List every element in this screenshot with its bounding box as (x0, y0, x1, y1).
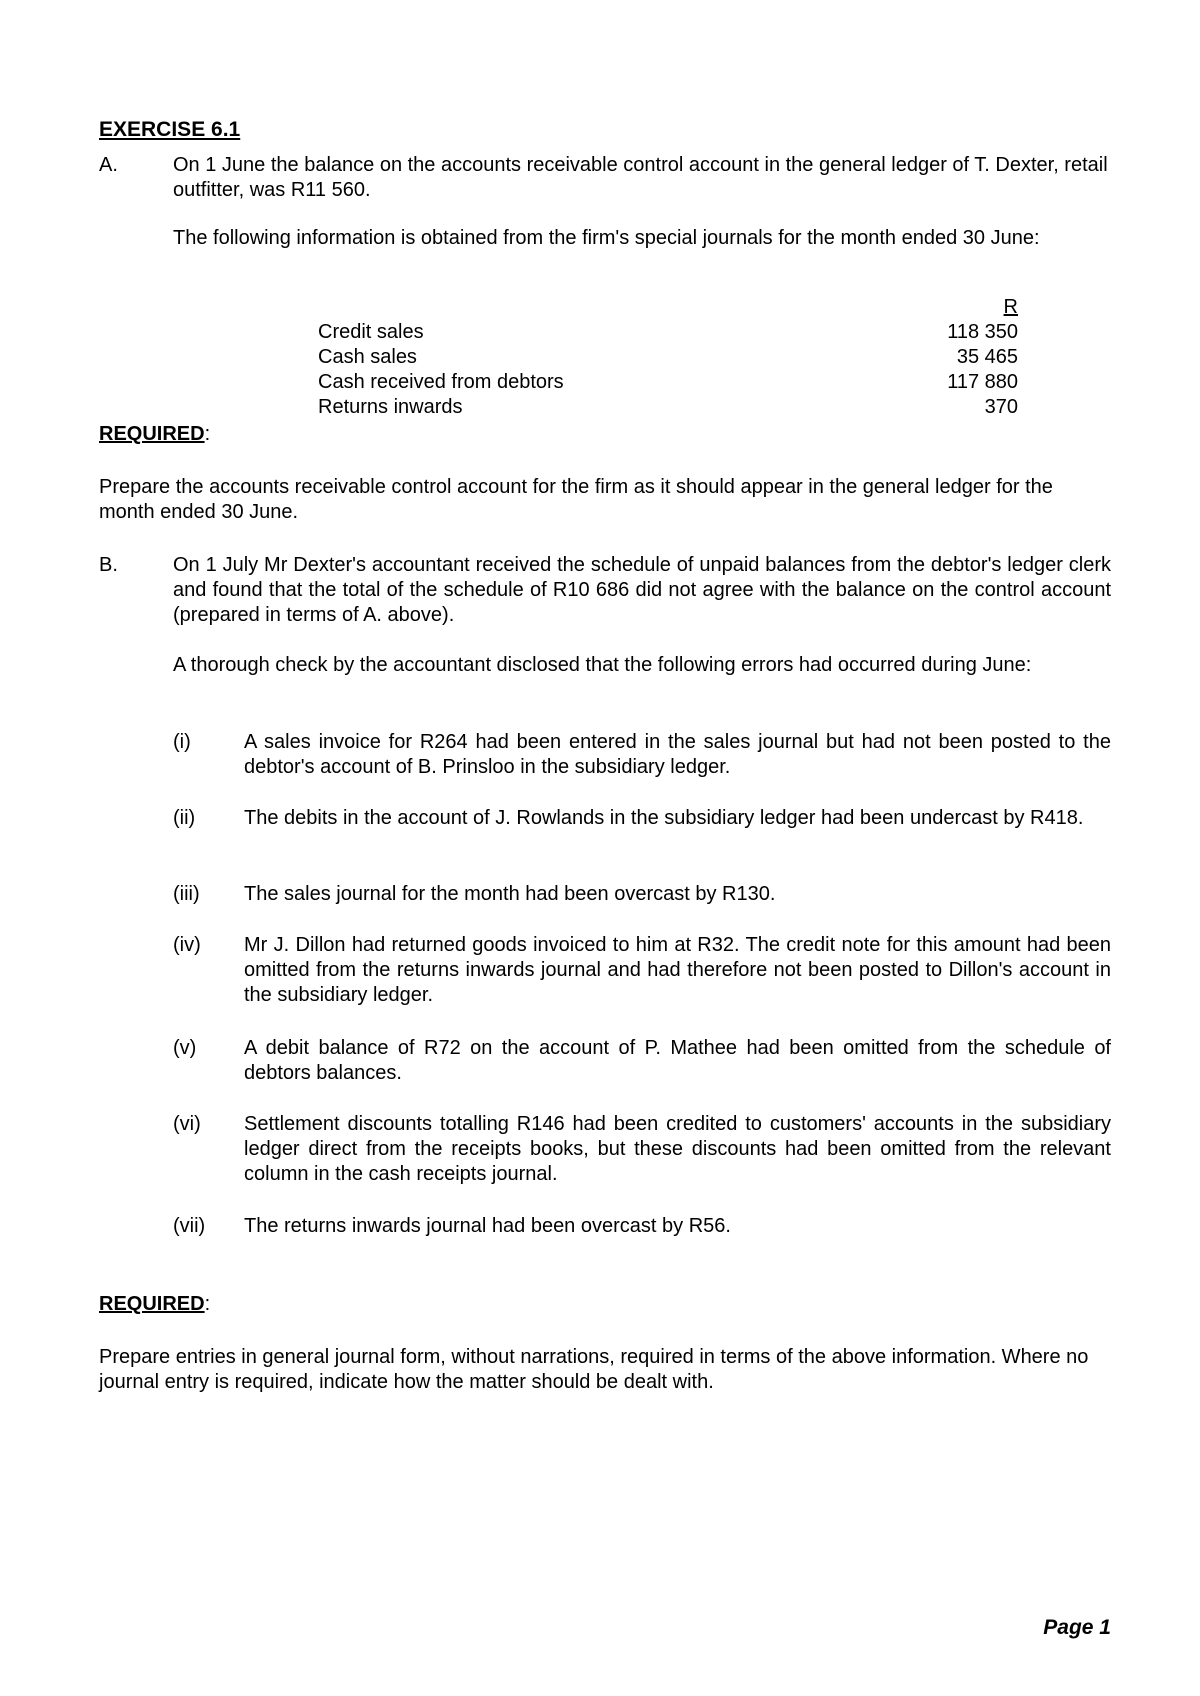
section-a-info: The following information is obtained from the firm's special journals for the month ended 30 June: (173, 227, 1040, 249)
figure-amount: 35 465 (956, 346, 1018, 368)
figure-row (318, 320, 1018, 345)
required-colon: : (204, 423, 211, 445)
required-text-b: Prepare entries in general journal form, without narrations, required in terms of the above information. Where no journal entry is required, indicate how the matter should be dealt with. (99, 1346, 1089, 1393)
error-text: The returns inwards journal had been overcast by R56. (244, 1215, 731, 1237)
figure-label: Returns inwards (318, 396, 463, 418)
exercise-title: EXERCISE 6.1 (99, 118, 241, 141)
required-heading-a (99, 422, 210, 447)
error-text: Mr J. Dillon had returned goods invoiced to him at R32. The credit note for this amount had been omitted from the returns inwards journal and had therefore not been posted to Dillon's account in the subsidiary ledger. (244, 934, 1111, 1006)
error-text: Settlement discounts totalling R146 had been credited to customers' accounts in the subsidiary ledger direct from the receipts books, but these discounts had been omitted from the relevant column in the cash receipts journal. (244, 1113, 1111, 1185)
page-number: Page 1 (1043, 1616, 1111, 1639)
error-text: A sales invoice for R264 had been entered in the sales journal but had not been posted to the debtor's account of B. Prinsloo in the subsidiary ledger. (244, 731, 1111, 778)
section-b-check: A thorough check by the accountant disclosed that the following errors had occurred during June: (173, 654, 1032, 676)
required-colon: : (204, 1293, 211, 1315)
required-text-a: Prepare the accounts receivable control account for the firm as it should appear in the general ledger for the month ended 30 June. (99, 476, 1053, 523)
figure-label: Cash sales (318, 346, 417, 368)
error-text: The debits in the account of J. Rowlands in the subsidiary ledger had been undercast by R418. (244, 807, 1084, 829)
error-text: The sales journal for the month had been overcast by R130. (244, 883, 776, 905)
error-number: (iii) (173, 883, 200, 905)
required-label: REQUIRED (99, 1293, 205, 1315)
error-text: A debit balance of R72 on the account of P. Mathee had been omitted from the schedule of debtors balances. (244, 1037, 1111, 1084)
error-number: (i) (173, 731, 191, 753)
section-b-intro: On 1 July Mr Dexter's accountant received the schedule of unpaid balances from the debtor's ledger clerk and found that the total of the schedule of R10 686 did not agree with the balance on the control account (prepared in terms of A. above). (173, 554, 1111, 626)
figure-amount: 117 880 (947, 371, 1018, 393)
figure-label: Credit sales (318, 321, 424, 343)
error-number: (v) (173, 1037, 197, 1059)
figure-row (318, 395, 1018, 420)
section-a-letter: A. (99, 154, 118, 176)
error-number: (iv) (173, 934, 201, 956)
error-number: (vii) (173, 1215, 206, 1237)
figure-label: Cash received from debtors (318, 371, 564, 393)
section-a-intro: On 1 June the balance on the accounts receivable control account in the general ledger of T. Dexter, retail outfitter, was R11 560. (173, 154, 1108, 201)
figure-amount: 118 350 (947, 321, 1018, 343)
figure-amount: 370 (984, 396, 1018, 418)
figure-row (318, 345, 1018, 370)
required-heading-b (99, 1292, 210, 1317)
amount-column-header: R (1003, 296, 1018, 318)
figure-row (318, 370, 1018, 395)
section-b-letter: B. (99, 554, 118, 576)
error-number: (vi) (173, 1113, 201, 1135)
error-number: (ii) (173, 807, 196, 829)
required-label: REQUIRED (99, 423, 205, 445)
